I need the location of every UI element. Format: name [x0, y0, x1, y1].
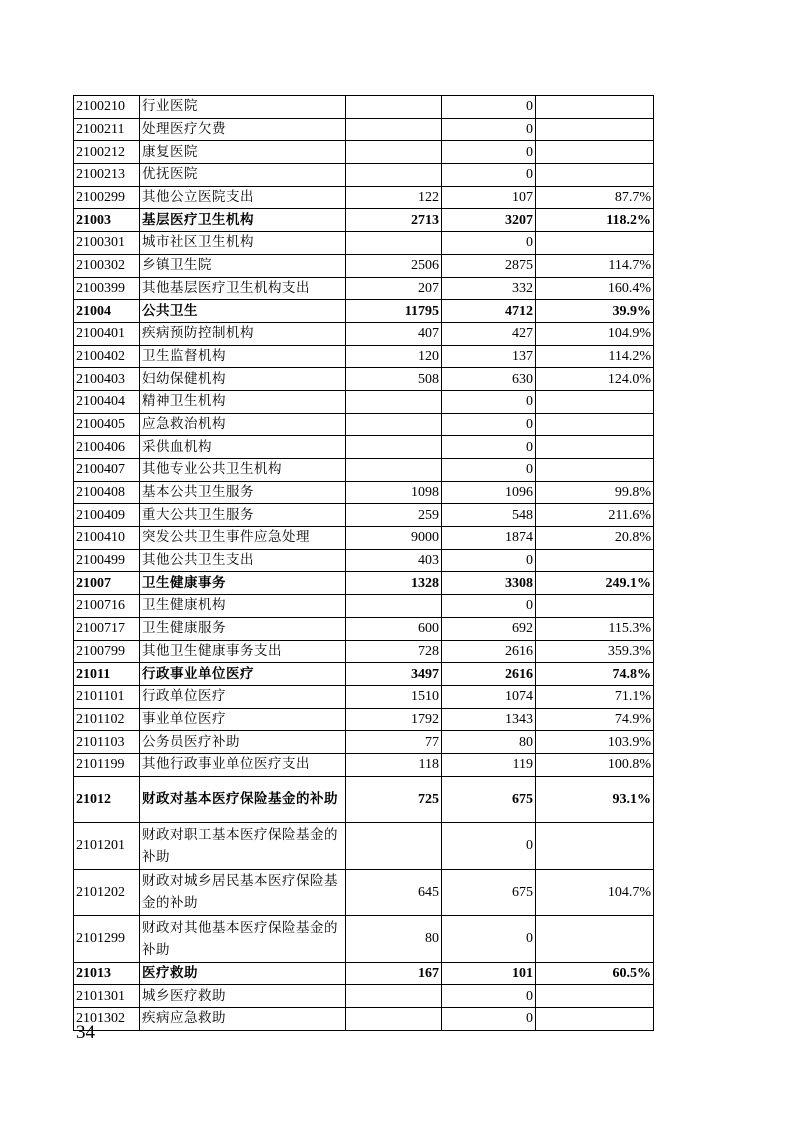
- percent-cell: 115.3%: [536, 617, 654, 640]
- actual-cell: 0: [442, 916, 536, 963]
- budget-cell: 1328: [346, 572, 442, 595]
- code-cell: 21003: [74, 209, 140, 232]
- code-cell: 21004: [74, 300, 140, 323]
- table-row: [74, 390, 654, 413]
- table-row: [74, 776, 654, 823]
- actual-cell: 119: [442, 753, 536, 776]
- actual-cell: 332: [442, 277, 536, 300]
- percent-cell: [536, 118, 654, 141]
- table-row: [74, 141, 654, 164]
- code-cell: 2100399: [74, 277, 140, 300]
- budget-cell: [346, 985, 442, 1008]
- code-cell: 2100406: [74, 436, 140, 459]
- code-cell: 2100410: [74, 527, 140, 550]
- name-cell: 其他专业公共卫生机构: [140, 459, 346, 482]
- code-cell: 2101102: [74, 708, 140, 731]
- percent-cell: 74.8%: [536, 663, 654, 686]
- table-row: [74, 209, 654, 232]
- table-row: [74, 572, 654, 595]
- table-row: [74, 708, 654, 731]
- name-cell: 其他公共卫生支出: [140, 549, 346, 572]
- budget-cell: [346, 413, 442, 436]
- table-row: [74, 869, 654, 916]
- percent-cell: 60.5%: [536, 962, 654, 985]
- budget-cell: [346, 390, 442, 413]
- name-cell: 财政对城乡居民基本医疗保险基金的补助: [140, 869, 346, 916]
- actual-cell: 1874: [442, 527, 536, 550]
- name-cell: 公务员医疗补助: [140, 731, 346, 754]
- table-row: [74, 731, 654, 754]
- name-cell: 行业医院: [140, 96, 346, 119]
- budget-cell: [346, 823, 442, 870]
- percent-cell: [536, 164, 654, 187]
- percent-cell: [536, 1008, 654, 1031]
- code-cell: 2100499: [74, 549, 140, 572]
- actual-cell: 0: [442, 1008, 536, 1031]
- budget-cell: [346, 118, 442, 141]
- code-cell: 2100401: [74, 322, 140, 345]
- budget-cell: 77: [346, 731, 442, 754]
- name-cell: 其他公立医院支出: [140, 186, 346, 209]
- percent-cell: [536, 823, 654, 870]
- actual-cell: 675: [442, 869, 536, 916]
- code-cell: 2100408: [74, 481, 140, 504]
- actual-cell: 0: [442, 459, 536, 482]
- percent-cell: [536, 549, 654, 572]
- percent-cell: [536, 232, 654, 255]
- budget-cell: [346, 595, 442, 618]
- name-cell: 事业单位医疗: [140, 708, 346, 731]
- percent-cell: [536, 916, 654, 963]
- actual-cell: 3207: [442, 209, 536, 232]
- budget-cell: [346, 141, 442, 164]
- budget-cell: 9000: [346, 527, 442, 550]
- percent-cell: 100.8%: [536, 753, 654, 776]
- code-cell: 2100212: [74, 141, 140, 164]
- code-cell: 2100716: [74, 595, 140, 618]
- name-cell: 财政对基本医疗保险基金的补助: [140, 776, 346, 823]
- code-cell: 2100409: [74, 504, 140, 527]
- table-row: [74, 527, 654, 550]
- code-cell: 2100302: [74, 254, 140, 277]
- code-cell: 2101202: [74, 869, 140, 916]
- budget-cell: 118: [346, 753, 442, 776]
- code-cell: 2100717: [74, 617, 140, 640]
- name-cell: 疾病预防控制机构: [140, 322, 346, 345]
- name-cell: 重大公共卫生服务: [140, 504, 346, 527]
- name-cell: 优抚医院: [140, 164, 346, 187]
- code-cell: 21013: [74, 962, 140, 985]
- percent-cell: [536, 96, 654, 119]
- budget-cell: 11795: [346, 300, 442, 323]
- actual-cell: 2616: [442, 663, 536, 686]
- actual-cell: 101: [442, 962, 536, 985]
- percent-cell: 160.4%: [536, 277, 654, 300]
- actual-cell: 1096: [442, 481, 536, 504]
- name-cell: 疾病应急救助: [140, 1008, 346, 1031]
- name-cell: 应急救治机构: [140, 413, 346, 436]
- budget-cell: [346, 1008, 442, 1031]
- actual-cell: 0: [442, 595, 536, 618]
- name-cell: 卫生监督机构: [140, 345, 346, 368]
- budget-cell: 403: [346, 549, 442, 572]
- name-cell: 康复医院: [140, 141, 346, 164]
- table-row: [74, 481, 654, 504]
- budget-cell: 1510: [346, 685, 442, 708]
- percent-cell: 211.6%: [536, 504, 654, 527]
- percent-cell: 20.8%: [536, 527, 654, 550]
- percent-cell: [536, 985, 654, 1008]
- code-cell: 2101302: [74, 1008, 140, 1031]
- actual-cell: 0: [442, 164, 536, 187]
- table-row: [74, 413, 654, 436]
- actual-cell: 0: [442, 96, 536, 119]
- name-cell: 突发公共卫生事件应急处理: [140, 527, 346, 550]
- code-cell: 2100211: [74, 118, 140, 141]
- budget-cell: 1098: [346, 481, 442, 504]
- name-cell: 卫生健康服务: [140, 617, 346, 640]
- code-cell: 2100301: [74, 232, 140, 255]
- name-cell: 卫生健康机构: [140, 595, 346, 618]
- actual-cell: 1074: [442, 685, 536, 708]
- name-cell: 公共卫生: [140, 300, 346, 323]
- actual-cell: 80: [442, 731, 536, 754]
- percent-cell: 74.9%: [536, 708, 654, 731]
- code-cell: 2100799: [74, 640, 140, 663]
- table-row: [74, 962, 654, 985]
- percent-cell: 124.0%: [536, 368, 654, 391]
- table-row: [74, 1008, 654, 1031]
- code-cell: 2101101: [74, 685, 140, 708]
- name-cell: 其他行政事业单位医疗支出: [140, 753, 346, 776]
- percent-cell: 71.1%: [536, 685, 654, 708]
- percent-cell: 118.2%: [536, 209, 654, 232]
- percent-cell: 93.1%: [536, 776, 654, 823]
- budget-cell: 259: [346, 504, 442, 527]
- name-cell: 医疗救助: [140, 962, 346, 985]
- actual-cell: 0: [442, 985, 536, 1008]
- actual-cell: 0: [442, 549, 536, 572]
- budget-cell: 122: [346, 186, 442, 209]
- table-row: [74, 96, 654, 119]
- table-row: [74, 617, 654, 640]
- budget-cell: 2713: [346, 209, 442, 232]
- table-row: [74, 164, 654, 187]
- percent-cell: 249.1%: [536, 572, 654, 595]
- actual-cell: 692: [442, 617, 536, 640]
- table-row: [74, 368, 654, 391]
- budget-cell: 728: [346, 640, 442, 663]
- percent-cell: [536, 595, 654, 618]
- table-row: [74, 753, 654, 776]
- budget-cell: 80: [346, 916, 442, 963]
- budget-cell: [346, 96, 442, 119]
- budget-cell: 120: [346, 345, 442, 368]
- percent-cell: 114.2%: [536, 345, 654, 368]
- budget-cell: 508: [346, 368, 442, 391]
- table-row: [74, 186, 654, 209]
- actual-cell: 137: [442, 345, 536, 368]
- percent-cell: 104.9%: [536, 322, 654, 345]
- percent-cell: [536, 390, 654, 413]
- budget-cell: 167: [346, 962, 442, 985]
- table-row: [74, 118, 654, 141]
- name-cell: 行政事业单位医疗: [140, 663, 346, 686]
- budget-cell: 1792: [346, 708, 442, 731]
- table-row: [74, 663, 654, 686]
- name-cell: 城乡医疗救助: [140, 985, 346, 1008]
- code-cell: 2101103: [74, 731, 140, 754]
- name-cell: 妇幼保健机构: [140, 368, 346, 391]
- name-cell: 基层医疗卫生机构: [140, 209, 346, 232]
- budget-cell: 600: [346, 617, 442, 640]
- actual-cell: 107: [442, 186, 536, 209]
- budget-cell: [346, 436, 442, 459]
- name-cell: 行政单位医疗: [140, 685, 346, 708]
- percent-cell: 39.9%: [536, 300, 654, 323]
- code-cell: 2101199: [74, 753, 140, 776]
- actual-cell: 0: [442, 141, 536, 164]
- code-cell: 2101301: [74, 985, 140, 1008]
- actual-cell: 3308: [442, 572, 536, 595]
- percent-cell: [536, 436, 654, 459]
- budget-cell: 2506: [346, 254, 442, 277]
- code-cell: 2100299: [74, 186, 140, 209]
- code-cell: 2100407: [74, 459, 140, 482]
- percent-cell: 359.3%: [536, 640, 654, 663]
- name-cell: 城市社区卫生机构: [140, 232, 346, 255]
- name-cell: 其他基层医疗卫生机构支出: [140, 277, 346, 300]
- actual-cell: 0: [442, 390, 536, 413]
- table-row: [74, 300, 654, 323]
- table-row: [74, 916, 654, 963]
- actual-cell: 2875: [442, 254, 536, 277]
- name-cell: 采供血机构: [140, 436, 346, 459]
- budget-cell: 3497: [346, 663, 442, 686]
- percent-cell: 104.7%: [536, 869, 654, 916]
- budget-cell: 725: [346, 776, 442, 823]
- actual-cell: 0: [442, 118, 536, 141]
- code-cell: 2100404: [74, 390, 140, 413]
- code-cell: 2101201: [74, 823, 140, 870]
- table-row: [74, 640, 654, 663]
- budget-cell: [346, 459, 442, 482]
- table-row: [74, 823, 654, 870]
- actual-cell: 0: [442, 232, 536, 255]
- code-cell: 2101299: [74, 916, 140, 963]
- budget-cell: 407: [346, 322, 442, 345]
- actual-cell: 2616: [442, 640, 536, 663]
- table-body: [74, 96, 654, 1031]
- percent-cell: 87.7%: [536, 186, 654, 209]
- actual-cell: 630: [442, 368, 536, 391]
- table-row: [74, 232, 654, 255]
- actual-cell: 4712: [442, 300, 536, 323]
- table-row: [74, 277, 654, 300]
- code-cell: 2100405: [74, 413, 140, 436]
- budget-cell: 645: [346, 869, 442, 916]
- code-cell: 2100402: [74, 345, 140, 368]
- table-row: [74, 436, 654, 459]
- table-row: [74, 595, 654, 618]
- code-cell: 2100403: [74, 368, 140, 391]
- budget-cell: [346, 232, 442, 255]
- table-row: [74, 549, 654, 572]
- budget-cell: [346, 164, 442, 187]
- name-cell: 乡镇卫生院: [140, 254, 346, 277]
- code-cell: 2100213: [74, 164, 140, 187]
- percent-cell: [536, 413, 654, 436]
- name-cell: 基本公共卫生服务: [140, 481, 346, 504]
- code-cell: 21007: [74, 572, 140, 595]
- table-row: [74, 685, 654, 708]
- name-cell: 卫生健康事务: [140, 572, 346, 595]
- name-cell: 财政对职工基本医疗保险基金的补助: [140, 823, 346, 870]
- name-cell: 处理医疗欠费: [140, 118, 346, 141]
- actual-cell: 427: [442, 322, 536, 345]
- page-number: 34: [76, 1022, 95, 1043]
- table-row: [74, 322, 654, 345]
- percent-cell: 99.8%: [536, 481, 654, 504]
- code-cell: 2100210: [74, 96, 140, 119]
- name-cell: 精神卫生机构: [140, 390, 346, 413]
- table-row: [74, 345, 654, 368]
- table-row: [74, 459, 654, 482]
- table-row: [74, 504, 654, 527]
- code-cell: 21011: [74, 663, 140, 686]
- table-row: [74, 254, 654, 277]
- name-cell: 其他卫生健康事务支出: [140, 640, 346, 663]
- table-row: [74, 985, 654, 1008]
- percent-cell: 114.7%: [536, 254, 654, 277]
- actual-cell: 675: [442, 776, 536, 823]
- code-cell: 21012: [74, 776, 140, 823]
- percent-cell: [536, 141, 654, 164]
- budget-cell: 207: [346, 277, 442, 300]
- actual-cell: 548: [442, 504, 536, 527]
- percent-cell: 103.9%: [536, 731, 654, 754]
- actual-cell: 0: [442, 823, 536, 870]
- percent-cell: [536, 459, 654, 482]
- actual-cell: 1343: [442, 708, 536, 731]
- name-cell: 财政对其他基本医疗保险基金的补助: [140, 916, 346, 963]
- budget-table: [73, 95, 654, 1031]
- actual-cell: 0: [442, 436, 536, 459]
- actual-cell: 0: [442, 413, 536, 436]
